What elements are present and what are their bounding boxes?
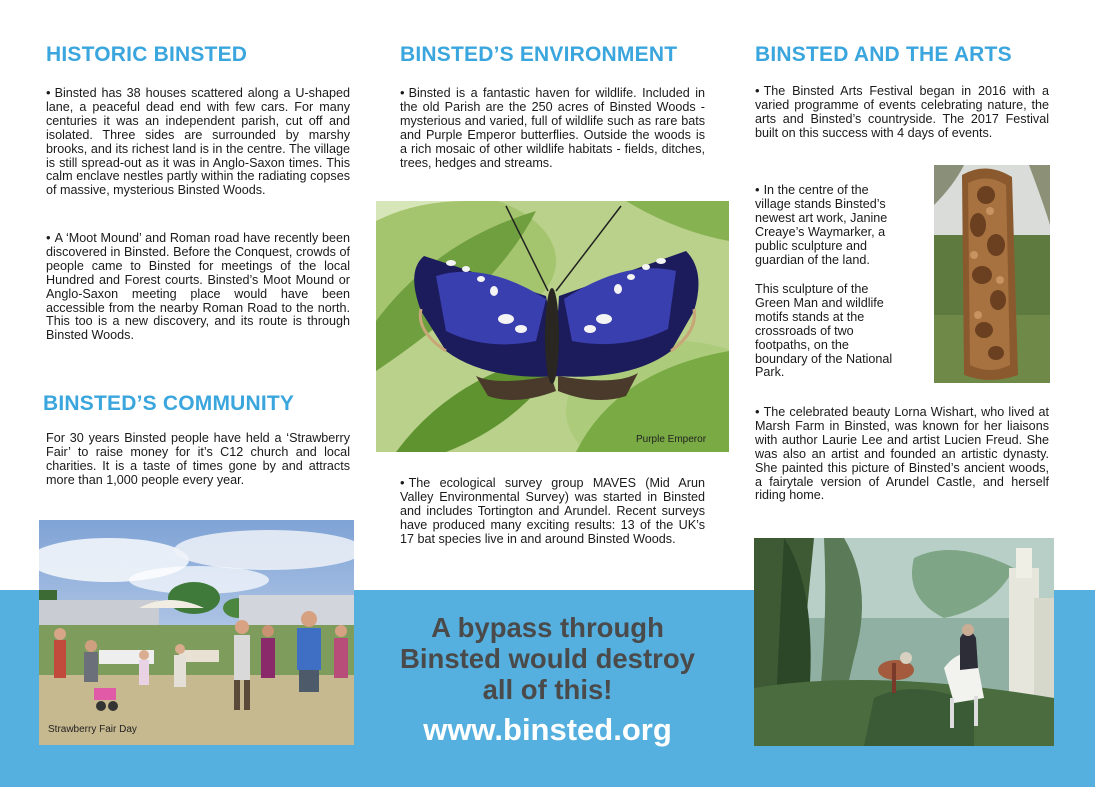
arts-text-2a: In the centre of the village stands Binsted’s newest art work, Janine Creaye’s Waymarker, a public sculpture and guardian of the land. xyxy=(755,183,888,267)
historic-text-2: A ‘Moot Mound’ and Roman road have recently been discovered in Binsted. Before the Conquest, crowds of people came to Binsted for meetings of the local Hundred and Forest courts. Binsted’s Moot Mound or Anglo-Saxon meeting place would have been accessible from the nearby Roman Road to the north. This too is a new discovery, and its route is through Binsted Woods. xyxy=(46,231,350,343)
lorna-wishart-painting xyxy=(754,538,1054,746)
purple-emperor-illustration xyxy=(376,201,729,452)
heading-arts: BINSTED AND THE ARTS xyxy=(755,43,1012,66)
environment-paragraph-1 xyxy=(400,86,705,170)
community-paragraph: For 30 years Binsted people have held a ‘Strawberry Fair’ to raise money for it’s C12 church and local charities. It is a taste of times gone by and attracts more than 1,000 people every year. xyxy=(46,431,350,487)
heading-community: BINSTED’S COMMUNITY xyxy=(43,392,295,415)
bullet: • xyxy=(46,230,51,245)
website-link[interactable]: www.binsted.org xyxy=(423,712,672,747)
purple-emperor-photo xyxy=(376,201,729,452)
strawberry-fair-caption: Strawberry Fair Day xyxy=(48,724,137,735)
arts-paragraph-3 xyxy=(755,405,1049,503)
painting-illustration xyxy=(754,538,1054,746)
bullet: • xyxy=(755,404,760,419)
arts-paragraph-2a xyxy=(755,183,900,267)
waymarker-sculpture-photo xyxy=(934,165,1050,383)
environment-text-2: The ecological survey group MAVES (Mid Arun Valley Environmental Survey) was started in Binsted and includes Tortington and Arundel. Recent surveys have produced many exciting results: 13 of the UK’s 17 bat species live in and around Binsted Woods. xyxy=(400,476,705,546)
strawberry-fair-photo xyxy=(39,520,354,745)
arts-paragraph-2b: This sculpture of the Green Man and wildlife motifs stands at the crossroads of two footpaths, on the boundary of the National Park. xyxy=(755,282,893,380)
heading-environment: BINSTED’S ENVIRONMENT xyxy=(400,43,678,66)
environment-paragraph-2 xyxy=(400,476,705,547)
historic-paragraph-2 xyxy=(46,231,350,343)
strawberry-fair-illustration xyxy=(39,520,354,745)
bullet: • xyxy=(755,83,760,98)
historic-text-1: Binsted has 38 houses scattered along a U-shaped lane, a peaceful dead end with few cars. For many centuries it was an independent parish, cut off and isolated. Three sides are surrounded by marshy brooks, and its richest land is in the centre. The village is still spread-out as it was in Anglo-Saxon times. This calm enclave nestles partly within the radiating copses of massive, mysterious Binsted Woods. xyxy=(46,86,350,198)
purple-emperor-caption: Purple Emperor xyxy=(636,434,707,445)
arts-text-3: The celebrated beauty Lorna Wishart, who lived at Marsh Farm in Binsted, was known for her liaisons with author Laurie Lee and artist Lucien Freud. She was also an artist and founded an artistic dynasty. She painted this picture of Binsted’s ancient woods, a fairytale version of Arundel Castle, and herself riding home. xyxy=(755,405,1049,503)
bypass-slogan: A bypass through Binsted would destroy all of this! xyxy=(400,612,695,705)
bullet: • xyxy=(46,85,51,100)
historic-paragraph-1 xyxy=(46,86,350,198)
arts-paragraph-1 xyxy=(755,84,1049,141)
arts-text-1: The Binsted Arts Festival began in 2016 with a varied programme of events celebrating nature, the arts and Binsted’s countryside. The 2017 Festival built on this success with 4 days of events. xyxy=(755,84,1049,140)
heading-historic: HISTORIC BINSTED xyxy=(46,43,248,66)
waymarker-illustration xyxy=(934,165,1050,383)
environment-text-1: Binsted is a fantastic haven for wildlife. Included in the old Parish are the 250 acres of Binsted Woods - mysterious and varied, full of wildlife such as rare bats and Purple Emperor butterflies. Outside the woods is a rich mosaic of other wildlife habitats - fields, ditches, trees, hedges and streams. xyxy=(400,86,705,170)
bullet: • xyxy=(400,475,405,490)
bullet: • xyxy=(755,182,760,197)
bullet: • xyxy=(400,85,405,100)
